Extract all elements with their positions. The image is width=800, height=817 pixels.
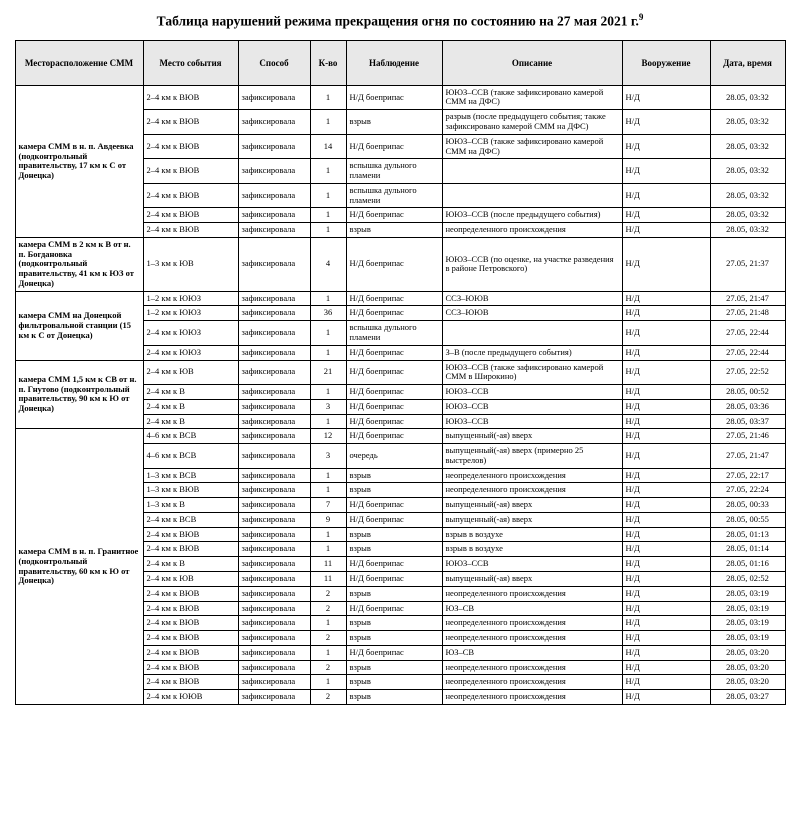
- cell-location: камера СММ в н. п. Авдеевка (подконтрольный правительству, 17 км к С от Донецка): [15, 85, 143, 237]
- cell-description: выпущенный(-ая) вверх: [442, 429, 622, 444]
- cell-observation: Н/Д боеприпас: [346, 512, 442, 527]
- column-header-observation: Наблюдение: [346, 40, 442, 85]
- cell-place: 2–4 км к В: [143, 385, 238, 400]
- cell-method: зафиксировала: [238, 321, 310, 346]
- cell-armament: Н/Д: [622, 512, 710, 527]
- cell-method: зафиксировала: [238, 208, 310, 223]
- cell-armament: Н/Д: [622, 586, 710, 601]
- cell-description: ЮЮЗ–ССВ: [442, 385, 622, 400]
- cell-armament: Н/Д: [622, 557, 710, 572]
- cell-place: 1–2 км к ЮЮЗ: [143, 306, 238, 321]
- cell-description: неопределенного происхождения: [442, 631, 622, 646]
- cell-datetime: 28.05, 03:20: [710, 660, 785, 675]
- cell-count: 1: [310, 483, 346, 498]
- cell-place: 2–4 км к ВЮВ: [143, 645, 238, 660]
- cell-datetime: 28.05, 03:32: [710, 223, 785, 238]
- cell-datetime: 27.05, 21:37: [710, 237, 785, 291]
- cell-datetime: 28.05, 01:13: [710, 527, 785, 542]
- cell-armament: Н/Д: [622, 498, 710, 513]
- cell-place: 2–4 км к ЮЮЗ: [143, 345, 238, 360]
- cell-armament: Н/Д: [622, 601, 710, 616]
- cell-method: зафиксировала: [238, 414, 310, 429]
- cell-observation: Н/Д боеприпас: [346, 572, 442, 587]
- cell-place: 2–4 км к В: [143, 557, 238, 572]
- cell-method: зафиксировала: [238, 85, 310, 110]
- cell-count: 1: [310, 675, 346, 690]
- cell-observation: взрыв: [346, 616, 442, 631]
- cell-count: 11: [310, 572, 346, 587]
- cell-place: 2–4 км к ВЮВ: [143, 631, 238, 646]
- cell-count: 7: [310, 498, 346, 513]
- cell-method: зафиксировала: [238, 586, 310, 601]
- table-row: [15, 360, 785, 385]
- cell-description: ЮЮЗ–ССВ: [442, 414, 622, 429]
- cell-place: 2–4 км к ВЮВ: [143, 183, 238, 208]
- cell-count: 4: [310, 237, 346, 291]
- cell-place: 2–4 км к В: [143, 399, 238, 414]
- cell-armament: Н/Д: [622, 85, 710, 110]
- cell-method: зафиксировала: [238, 110, 310, 135]
- cell-place: 2–4 км к ВСВ: [143, 512, 238, 527]
- cell-observation: вспышка дульного пламени: [346, 183, 442, 208]
- cell-description: выпущенный(-ая) вверх (примерно 25 выстрелов): [442, 444, 622, 469]
- cell-armament: Н/Д: [622, 321, 710, 346]
- cell-method: зафиксировала: [238, 345, 310, 360]
- cell-armament: Н/Д: [622, 645, 710, 660]
- cell-method: зафиксировала: [238, 429, 310, 444]
- cell-location: камера СММ на Донецкой фильтровальной станции (15 км к С от Донецка): [15, 291, 143, 360]
- cell-armament: Н/Д: [622, 468, 710, 483]
- cell-count: 36: [310, 306, 346, 321]
- cell-count: 11: [310, 557, 346, 572]
- cell-datetime: 27.05, 21:48: [710, 306, 785, 321]
- cell-description: неопределенного происхождения: [442, 690, 622, 705]
- cell-observation: Н/Д боеприпас: [346, 134, 442, 159]
- cell-armament: Н/Д: [622, 660, 710, 675]
- cell-datetime: 28.05, 03:32: [710, 110, 785, 135]
- cell-description: разрыв (после предыдущего события; также зафиксировано камерой СММ на ДФС): [442, 110, 622, 135]
- cell-count: 1: [310, 527, 346, 542]
- cell-description: ЮЮЗ–ССВ: [442, 557, 622, 572]
- cell-observation: Н/Д боеприпас: [346, 414, 442, 429]
- cell-method: зафиксировала: [238, 237, 310, 291]
- cell-observation: Н/Д боеприпас: [346, 399, 442, 414]
- cell-method: зафиксировала: [238, 512, 310, 527]
- cell-method: зафиксировала: [238, 159, 310, 184]
- cell-armament: Н/Д: [622, 360, 710, 385]
- cell-datetime: 28.05, 00:33: [710, 498, 785, 513]
- cell-datetime: 28.05, 03:19: [710, 631, 785, 646]
- cell-datetime: 27.05, 22:44: [710, 345, 785, 360]
- cell-description: ЮЮЗ–ССВ (также зафиксировано камерой СММ в Широкино): [442, 360, 622, 385]
- cell-description: ЮЮЗ–ССВ: [442, 399, 622, 414]
- cell-description: неопределенного происхождения: [442, 660, 622, 675]
- cell-armament: Н/Д: [622, 110, 710, 135]
- cell-place: 1–3 км к ВСВ: [143, 468, 238, 483]
- cell-count: 1: [310, 208, 346, 223]
- cell-method: зафиксировала: [238, 468, 310, 483]
- column-header-armament: Вооружение: [622, 40, 710, 85]
- cell-method: зафиксировала: [238, 601, 310, 616]
- cell-observation: Н/Д боеприпас: [346, 557, 442, 572]
- table-header: [15, 40, 785, 85]
- column-header-method: Способ: [238, 40, 310, 85]
- cell-count: 1: [310, 291, 346, 306]
- cell-location: камера СММ в 2 км к В от н. п. Богдановка (подконтрольный правительству, 41 км к ЮЗ от Донецка): [15, 237, 143, 291]
- cell-method: зафиксировала: [238, 675, 310, 690]
- cell-datetime: 27.05, 22:24: [710, 483, 785, 498]
- cell-place: 1–2 км к ЮЮЗ: [143, 291, 238, 306]
- cell-armament: Н/Д: [622, 616, 710, 631]
- page-title-text: Таблица нарушений режима прекращения огня по состоянию на 27 мая 2021 г.: [156, 13, 639, 29]
- cell-observation: Н/Д боеприпас: [346, 601, 442, 616]
- cell-armament: Н/Д: [622, 414, 710, 429]
- cell-observation: взрыв: [346, 110, 442, 135]
- cell-place: 2–4 км к ВЮВ: [143, 134, 238, 159]
- cell-datetime: 27.05, 22:17: [710, 468, 785, 483]
- cell-observation: очередь: [346, 444, 442, 469]
- cell-armament: Н/Д: [622, 429, 710, 444]
- cell-datetime: 28.05, 03:32: [710, 85, 785, 110]
- cell-method: зафиксировала: [238, 498, 310, 513]
- cell-armament: Н/Д: [622, 444, 710, 469]
- cell-datetime: 28.05, 03:19: [710, 616, 785, 631]
- cell-count: 2: [310, 660, 346, 675]
- cell-place: 2–4 км к ЮВ: [143, 572, 238, 587]
- cell-description: неопределенного происхождения: [442, 616, 622, 631]
- cell-place: 2–4 км к ВЮВ: [143, 223, 238, 238]
- cell-count: 2: [310, 690, 346, 705]
- cell-count: 2: [310, 631, 346, 646]
- cell-datetime: 28.05, 03:20: [710, 675, 785, 690]
- cell-observation: взрыв: [346, 483, 442, 498]
- cell-count: 1: [310, 542, 346, 557]
- cell-datetime: 28.05, 03:32: [710, 183, 785, 208]
- cell-armament: Н/Д: [622, 183, 710, 208]
- cell-count: 1: [310, 159, 346, 184]
- cell-description: З–В (после предыдущего события): [442, 345, 622, 360]
- cell-observation: взрыв: [346, 631, 442, 646]
- cell-armament: Н/Д: [622, 385, 710, 400]
- cell-armament: Н/Д: [622, 542, 710, 557]
- cell-observation: взрыв: [346, 527, 442, 542]
- cell-armament: Н/Д: [622, 237, 710, 291]
- cell-observation: Н/Д боеприпас: [346, 429, 442, 444]
- cell-description: ЮЗ–СВ: [442, 645, 622, 660]
- cell-description: ЮЗ–СВ: [442, 601, 622, 616]
- cell-armament: Н/Д: [622, 223, 710, 238]
- cell-description: неопределенного происхождения: [442, 223, 622, 238]
- cell-armament: Н/Д: [622, 572, 710, 587]
- cell-datetime: 28.05, 03:32: [710, 134, 785, 159]
- cell-place: 2–4 км к ВЮВ: [143, 542, 238, 557]
- cell-description: неопределенного происхождения: [442, 468, 622, 483]
- cell-method: зафиксировала: [238, 385, 310, 400]
- cell-count: 14: [310, 134, 346, 159]
- title-footnote-marker: 9: [638, 12, 644, 22]
- column-header-count: К-во: [310, 40, 346, 85]
- cell-method: зафиксировала: [238, 631, 310, 646]
- cell-place: 2–4 км к ВЮВ: [143, 660, 238, 675]
- cell-observation: Н/Д боеприпас: [346, 345, 442, 360]
- cell-place: 4–6 км к ВСВ: [143, 429, 238, 444]
- table-row: [15, 85, 785, 110]
- cell-description: ССЗ–ЮЮВ: [442, 291, 622, 306]
- cell-description: неопределенного происхождения: [442, 675, 622, 690]
- cell-method: зафиксировала: [238, 616, 310, 631]
- table-body: [15, 85, 785, 704]
- cell-method: зафиксировала: [238, 444, 310, 469]
- column-header-location: Месторасположение СММ: [15, 40, 143, 85]
- cell-armament: Н/Д: [622, 345, 710, 360]
- cell-observation: Н/Д боеприпас: [346, 208, 442, 223]
- cell-observation: взрыв: [346, 586, 442, 601]
- cell-place: 2–4 км к ВЮВ: [143, 616, 238, 631]
- cell-place: 2–4 км к ЮВ: [143, 360, 238, 385]
- table-header-row: [15, 40, 785, 85]
- cell-observation: Н/Д боеприпас: [346, 360, 442, 385]
- cell-place: 2–4 км к ВЮВ: [143, 85, 238, 110]
- cell-place: 2–4 км к В: [143, 414, 238, 429]
- cell-observation: взрыв: [346, 223, 442, 238]
- cell-method: зафиксировала: [238, 660, 310, 675]
- cell-method: зафиксировала: [238, 223, 310, 238]
- cell-count: 2: [310, 601, 346, 616]
- cell-description: неопределенного происхождения: [442, 483, 622, 498]
- cell-place: 2–4 км к ВЮВ: [143, 159, 238, 184]
- cell-armament: Н/Д: [622, 690, 710, 705]
- cell-count: 1: [310, 183, 346, 208]
- cell-observation: взрыв: [346, 542, 442, 557]
- cell-count: 1: [310, 223, 346, 238]
- cell-datetime: 28.05, 03:20: [710, 645, 785, 660]
- table-row: [15, 429, 785, 444]
- cell-place: 1–3 км к ЮВ: [143, 237, 238, 291]
- ceasefire-violations-table: [15, 40, 786, 705]
- cell-place: 1–3 км к ВЮВ: [143, 483, 238, 498]
- cell-datetime: 27.05, 21:47: [710, 444, 785, 469]
- cell-count: 1: [310, 645, 346, 660]
- cell-datetime: 28.05, 03:32: [710, 208, 785, 223]
- cell-observation: взрыв: [346, 468, 442, 483]
- cell-method: зафиксировала: [238, 557, 310, 572]
- cell-armament: Н/Д: [622, 399, 710, 414]
- cell-count: 1: [310, 321, 346, 346]
- cell-count: 1: [310, 345, 346, 360]
- cell-datetime: 28.05, 03:19: [710, 586, 785, 601]
- cell-datetime: 28.05, 00:52: [710, 385, 785, 400]
- cell-armament: Н/Д: [622, 306, 710, 321]
- cell-armament: Н/Д: [622, 208, 710, 223]
- cell-description: выпущенный(-ая) вверх: [442, 498, 622, 513]
- cell-description: взрыв в воздухе: [442, 527, 622, 542]
- cell-observation: взрыв: [346, 675, 442, 690]
- cell-description: взрыв в воздухе: [442, 542, 622, 557]
- cell-observation: Н/Д боеприпас: [346, 237, 442, 291]
- cell-description: ЮЮЗ–ССВ (также зафиксировано камерой СММ на ДФС): [442, 85, 622, 110]
- cell-count: 1: [310, 616, 346, 631]
- cell-observation: Н/Д боеприпас: [346, 645, 442, 660]
- cell-armament: Н/Д: [622, 631, 710, 646]
- cell-count: 9: [310, 512, 346, 527]
- cell-datetime: 28.05, 03:27: [710, 690, 785, 705]
- cell-description: ЮЮЗ–ССВ (также зафиксировано камерой СММ на ДФС): [442, 134, 622, 159]
- table-row: [15, 291, 785, 306]
- cell-count: 3: [310, 444, 346, 469]
- cell-datetime: 27.05, 22:44: [710, 321, 785, 346]
- cell-datetime: 28.05, 03:19: [710, 601, 785, 616]
- cell-method: зафиксировала: [238, 360, 310, 385]
- cell-place: 2–4 км к ВЮВ: [143, 586, 238, 601]
- cell-count: 21: [310, 360, 346, 385]
- cell-datetime: 28.05, 00:55: [710, 512, 785, 527]
- cell-description: ССЗ–ЮЮВ: [442, 306, 622, 321]
- cell-datetime: 28.05, 01:16: [710, 557, 785, 572]
- cell-description: неопределенного происхождения: [442, 586, 622, 601]
- cell-armament: Н/Д: [622, 159, 710, 184]
- cell-place: 2–4 км к ВЮВ: [143, 601, 238, 616]
- cell-count: 1: [310, 385, 346, 400]
- cell-description: [442, 183, 622, 208]
- cell-count: 1: [310, 468, 346, 483]
- cell-count: 2: [310, 586, 346, 601]
- cell-method: зафиксировала: [238, 527, 310, 542]
- table-row: [15, 237, 785, 291]
- cell-datetime: 27.05, 21:46: [710, 429, 785, 444]
- cell-place: 4–6 км к ВСВ: [143, 444, 238, 469]
- cell-armament: Н/Д: [622, 483, 710, 498]
- cell-place: 1–3 км к В: [143, 498, 238, 513]
- cell-place: 2–4 км к ВЮВ: [143, 675, 238, 690]
- cell-datetime: 28.05, 03:37: [710, 414, 785, 429]
- cell-observation: Н/Д боеприпас: [346, 498, 442, 513]
- cell-method: зафиксировала: [238, 399, 310, 414]
- cell-count: 1: [310, 110, 346, 135]
- cell-description: ЮЮЗ–ССВ (после предыдущего события): [442, 208, 622, 223]
- cell-observation: вспышка дульного пламени: [346, 159, 442, 184]
- cell-count: 1: [310, 85, 346, 110]
- cell-method: зафиксировала: [238, 572, 310, 587]
- cell-count: 3: [310, 399, 346, 414]
- cell-method: зафиксировала: [238, 183, 310, 208]
- cell-location: камера СММ 1,5 км к СВ от н. п. Гнутово (подконтрольный правительству, 90 км к Ю от Донецка): [15, 360, 143, 429]
- cell-method: зафиксировала: [238, 306, 310, 321]
- cell-method: зафиксировала: [238, 483, 310, 498]
- cell-method: зафиксировала: [238, 645, 310, 660]
- cell-count: 12: [310, 429, 346, 444]
- cell-observation: взрыв: [346, 690, 442, 705]
- cell-description: ЮЮЗ–ССВ (по оценке, на участке разведения в районе Петровского): [442, 237, 622, 291]
- cell-place: 2–4 км к ВЮВ: [143, 110, 238, 135]
- page-title: [0, 12, 800, 30]
- cell-description: выпущенный(-ая) вверх: [442, 572, 622, 587]
- cell-location: камера СММ в н. п. Гранитное (подконтрольный правительству, 60 км к Ю от Донецка): [15, 429, 143, 705]
- column-header-place: Место события: [143, 40, 238, 85]
- cell-description: выпущенный(-ая) вверх: [442, 512, 622, 527]
- cell-observation: взрыв: [346, 660, 442, 675]
- cell-place: 2–4 км к ЮЮЗ: [143, 321, 238, 346]
- cell-datetime: 28.05, 01:14: [710, 542, 785, 557]
- cell-count: 1: [310, 414, 346, 429]
- cell-datetime: 28.05, 02:52: [710, 572, 785, 587]
- cell-datetime: 27.05, 22:52: [710, 360, 785, 385]
- cell-datetime: 28.05, 03:36: [710, 399, 785, 414]
- cell-method: зафиксировала: [238, 690, 310, 705]
- column-header-description: Описание: [442, 40, 622, 85]
- cell-observation: вспышка дульного пламени: [346, 321, 442, 346]
- cell-observation: Н/Д боеприпас: [346, 85, 442, 110]
- cell-datetime: 28.05, 03:32: [710, 159, 785, 184]
- cell-armament: Н/Д: [622, 134, 710, 159]
- cell-method: зафиксировала: [238, 134, 310, 159]
- cell-place: 2–4 км к ВЮВ: [143, 208, 238, 223]
- cell-place: 2–4 км к ЮЮВ: [143, 690, 238, 705]
- cell-observation: Н/Д боеприпас: [346, 291, 442, 306]
- cell-observation: Н/Д боеприпас: [346, 385, 442, 400]
- cell-method: зафиксировала: [238, 542, 310, 557]
- cell-datetime: 27.05, 21:47: [710, 291, 785, 306]
- cell-armament: Н/Д: [622, 527, 710, 542]
- cell-armament: Н/Д: [622, 675, 710, 690]
- cell-place: 2–4 км к ВЮВ: [143, 527, 238, 542]
- document-page: [0, 12, 800, 817]
- column-header-datetime: Дата, время: [710, 40, 785, 85]
- cell-observation: Н/Д боеприпас: [346, 306, 442, 321]
- cell-armament: Н/Д: [622, 291, 710, 306]
- cell-description: [442, 321, 622, 346]
- cell-description: [442, 159, 622, 184]
- cell-method: зафиксировала: [238, 291, 310, 306]
